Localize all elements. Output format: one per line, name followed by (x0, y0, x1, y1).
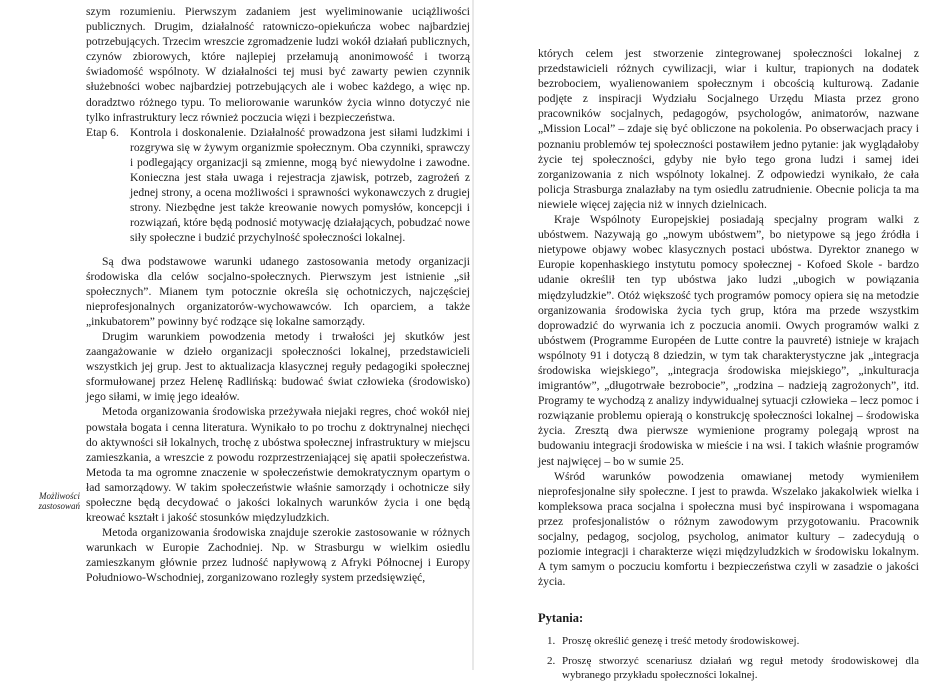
paragraph: Metoda organizowania środowiska znajduje szerokie zastosowanie w różnych warunkach w Europie Zachodniej. Np. w Strasburgu w wielkim osiedlu zamieszkanym głównie przez ludność napływową z Afryki Północnej i Europy Południowo-Wschodniej, zorganizowano rozległy system przedsięwzięć, (86, 526, 470, 585)
paragraph: Kraje Wspólnoty Europejskiej posiadają specjalny program walki z ubóstwem. Nazywają go „nowym ubóstwem”, bo nietypowe są jego źródła i nietypowe objawy wobec klasycznych postaci ubóstwa. Dyrektor znanego w Europie kopenhaskiego instytutu pomocy społecznej - Kofoed Skole - bardzo udanie określił ten typ ubóstwa jako ludzi „ubogich w powiązania międzyludzkie”. Otóż większość tych programów pomocy opiera się na metodzie organizowania środowiska życia tych grup, która ma przede wszystkim doprowadzić do wyrwania ich z poczucia anomii. Owych programów walki z ubóstwem (Programme Européen de Lutte contre la pauvreté) istnieje w krajach wspólnoty 91 i dotyczą 8 dziedzin, w tym tak charakterystyczne jak „integracja środowiska wiejskiego”, „integracja środowiska miejskiego”, „inkulturacja imigrantów”, „długotrwałe bezrobocie”, „rodzina – nadzieją zagrożonych”, itd. Programy te wychodzą z analizy indywidualnej sytuacji człowieka – lecz pomoc i rozwiązanie problemu opierają o konstrukcję społeczności lokalnej – środowiska życia. Zresztą dwa pierwsze wymienione programy polegają wprost na budowaniu integracji środowiska w mieście i na wsi. I takich właśnie programów jest najwięcej – bo w sumie 25. (538, 213, 919, 468)
paragraph: Drugim warunkiem powodzenia metody i trwałości jej skutków jest zaangażowanie w dzieło organizacji społeczności lokalnej, przedstawicieli wszystkich jej grup. Jest to aktualizacja klasycznej reguły pedagogiki społecznej sformułowanej przez Helenę Radlińską: budować świat człowieka (środowisko) jego siłami, w imię jego ideałów. (86, 329, 470, 404)
right-page (474, 0, 947, 682)
left-page (0, 0, 473, 670)
left-column (86, 4, 470, 586)
etap-label: Etap 6. (86, 125, 119, 139)
questions-heading: Pytania: (538, 611, 584, 626)
etap-6-block (86, 125, 470, 246)
paragraph: Metoda organizowania środowiska przeżywała niejaki regres, choć wokół niej powstała bogata i cenna literatura. Wynikało to po trochu z doktrynalnej niechęci do aktywności sił lokalnych, trochę z ubóstwa społecznej infrastruktury w miejscu zamieszkania, a wreszcie z powodu rozprzestrzeniającej się apatii społeczeństwa. Metoda ta ma ogromne znaczenie w społeczeństwie demokratycznym opartym o ład samorządowy. W takim społeczeństwie właśnie samorządy i ochotnicze siły społeczne będą decydować o jakości lokalnych warunków życia i one będą kreować kształt i jakość stosunków międzyludzkich. (86, 405, 470, 525)
margin-note: Możliwości zastosowań (38, 491, 80, 511)
paragraph: których celem jest stworzenie zintegrowanej społeczności lokalnej z przedstawicieli różnych cywilizacji, wiar i kultur, trapionych na dodatek bezrobociem, wyalienowaniem społecznym i obcością kulturową. Zadanie podjęte z inspiracji Wydziału Socjalnego Urzędu Miasta przez grono pracowników socjalnych, pedagogów, psychologów, animatorów, nazwane „Mission Local” – zdaje się być obliczone na pokolenia. Po obserwacjach pracy i poznaniu problemów tej społeczności postawiłem jedno pytanie: jak wyglądałoby życie tej społeczności, gdyby nie było tego grona ludzi i samej idei zorganizowania z nich wspólnoty lokalnej. Z odpowiedzi wynikało, że cała policja Strasburga znalazłaby na tym osiedlu zatrudnienie. Obecnie policja ta ma niewiele więcej zajęcia niż w innych dzielnicach. (538, 47, 919, 211)
etap-text: Kontrola i doskonalenie. Działalność prowadzona jest siłami ludzkimi i rozgrywa się w żywym organizmie społecznym. Oba czynniki, sprawczy i podlegający organizacji są zmienne, mogą być niewydolne i zawodne. Konieczna jest stała uwaga i rejestracja zjawisk, potrzeb, zagrożeń z jednej strony, a ocena możliwości i sprawności wykonawczych z drugiej strony. Niezbędne jest także kreowanie nowych pomysłów, koncepcji i rozwiązań, które będą podnosić motywację działających, pobudzać nowe siły społeczne i budzić przychylność społeczności lokalnej. (130, 125, 470, 245)
question-item: 1. Proszę określić genezę i treść metody środowiskowej. (558, 634, 919, 648)
paragraph: Są dwa podstawowe warunki udanego zastosowania metody organizacji środowiska dla celów socjalno-społecznych. Pierwszym jest istnienie „sił społecznych”. Mianem tym potocznie określa się ochotniczych, najczęściej nieprofesjonalnych organizatorów-wychowawców. Ich oparciem, a także „inkubatorem” powinny być rodzące się lokalne samorządy. (86, 254, 470, 328)
paragraph: szym rozumieniu. Pierwszym zadaniem jest wyeliminowanie uciążliwości publicznych. Drugim, działalność ratowniczo-opiekuńcza wobec najbardziej potrzebujących. Trzecim wreszcie zgromadzenie ludzi wokół działań publicznych, czynów zbiorowych, które najlepiej przełamują anonimowość i tworzą świadomość wspólnoty. W działalności tej musi być zawarty pewien czynnik służebności wobec najbardziej potrzebujących ale i wobec każdego, a więc np. doradztwo różnego typu. To meliorowanie warunków życia winno dotyczyć nie tylko infrastruktury lecz również poczucia więzi i bezpieczeństwa. (86, 5, 470, 124)
paragraph: Wśród warunków powodzenia omawianej metody wymieniłem nieprofesjonalne siły społeczne. I jest to prawda. Wszelako jakakolwiek wielka i kompleksowa praca socjalna i społeczna musi być inspirowana i wspomagana przez profesjonalistów o różnym zawodowym przygotowaniu. Pracownik socjalny, pedagog, socjolog, psycholog, animator kultury – zadecydują o poziomie integracji i charakterze więzi międzyludzkich w środowisku lokalnym. A tym samym o poczuciu komfortu i bezpieczeństwa czyli w zasadzie o jakości życia. (538, 469, 919, 589)
questions-list (538, 634, 919, 682)
question-item: 2. Proszę stworzyć scenariusz działań wg reguł metody środowiskowej dla wybranego przykładu społeczności lokalnej. (558, 654, 919, 682)
right-column (538, 46, 919, 688)
